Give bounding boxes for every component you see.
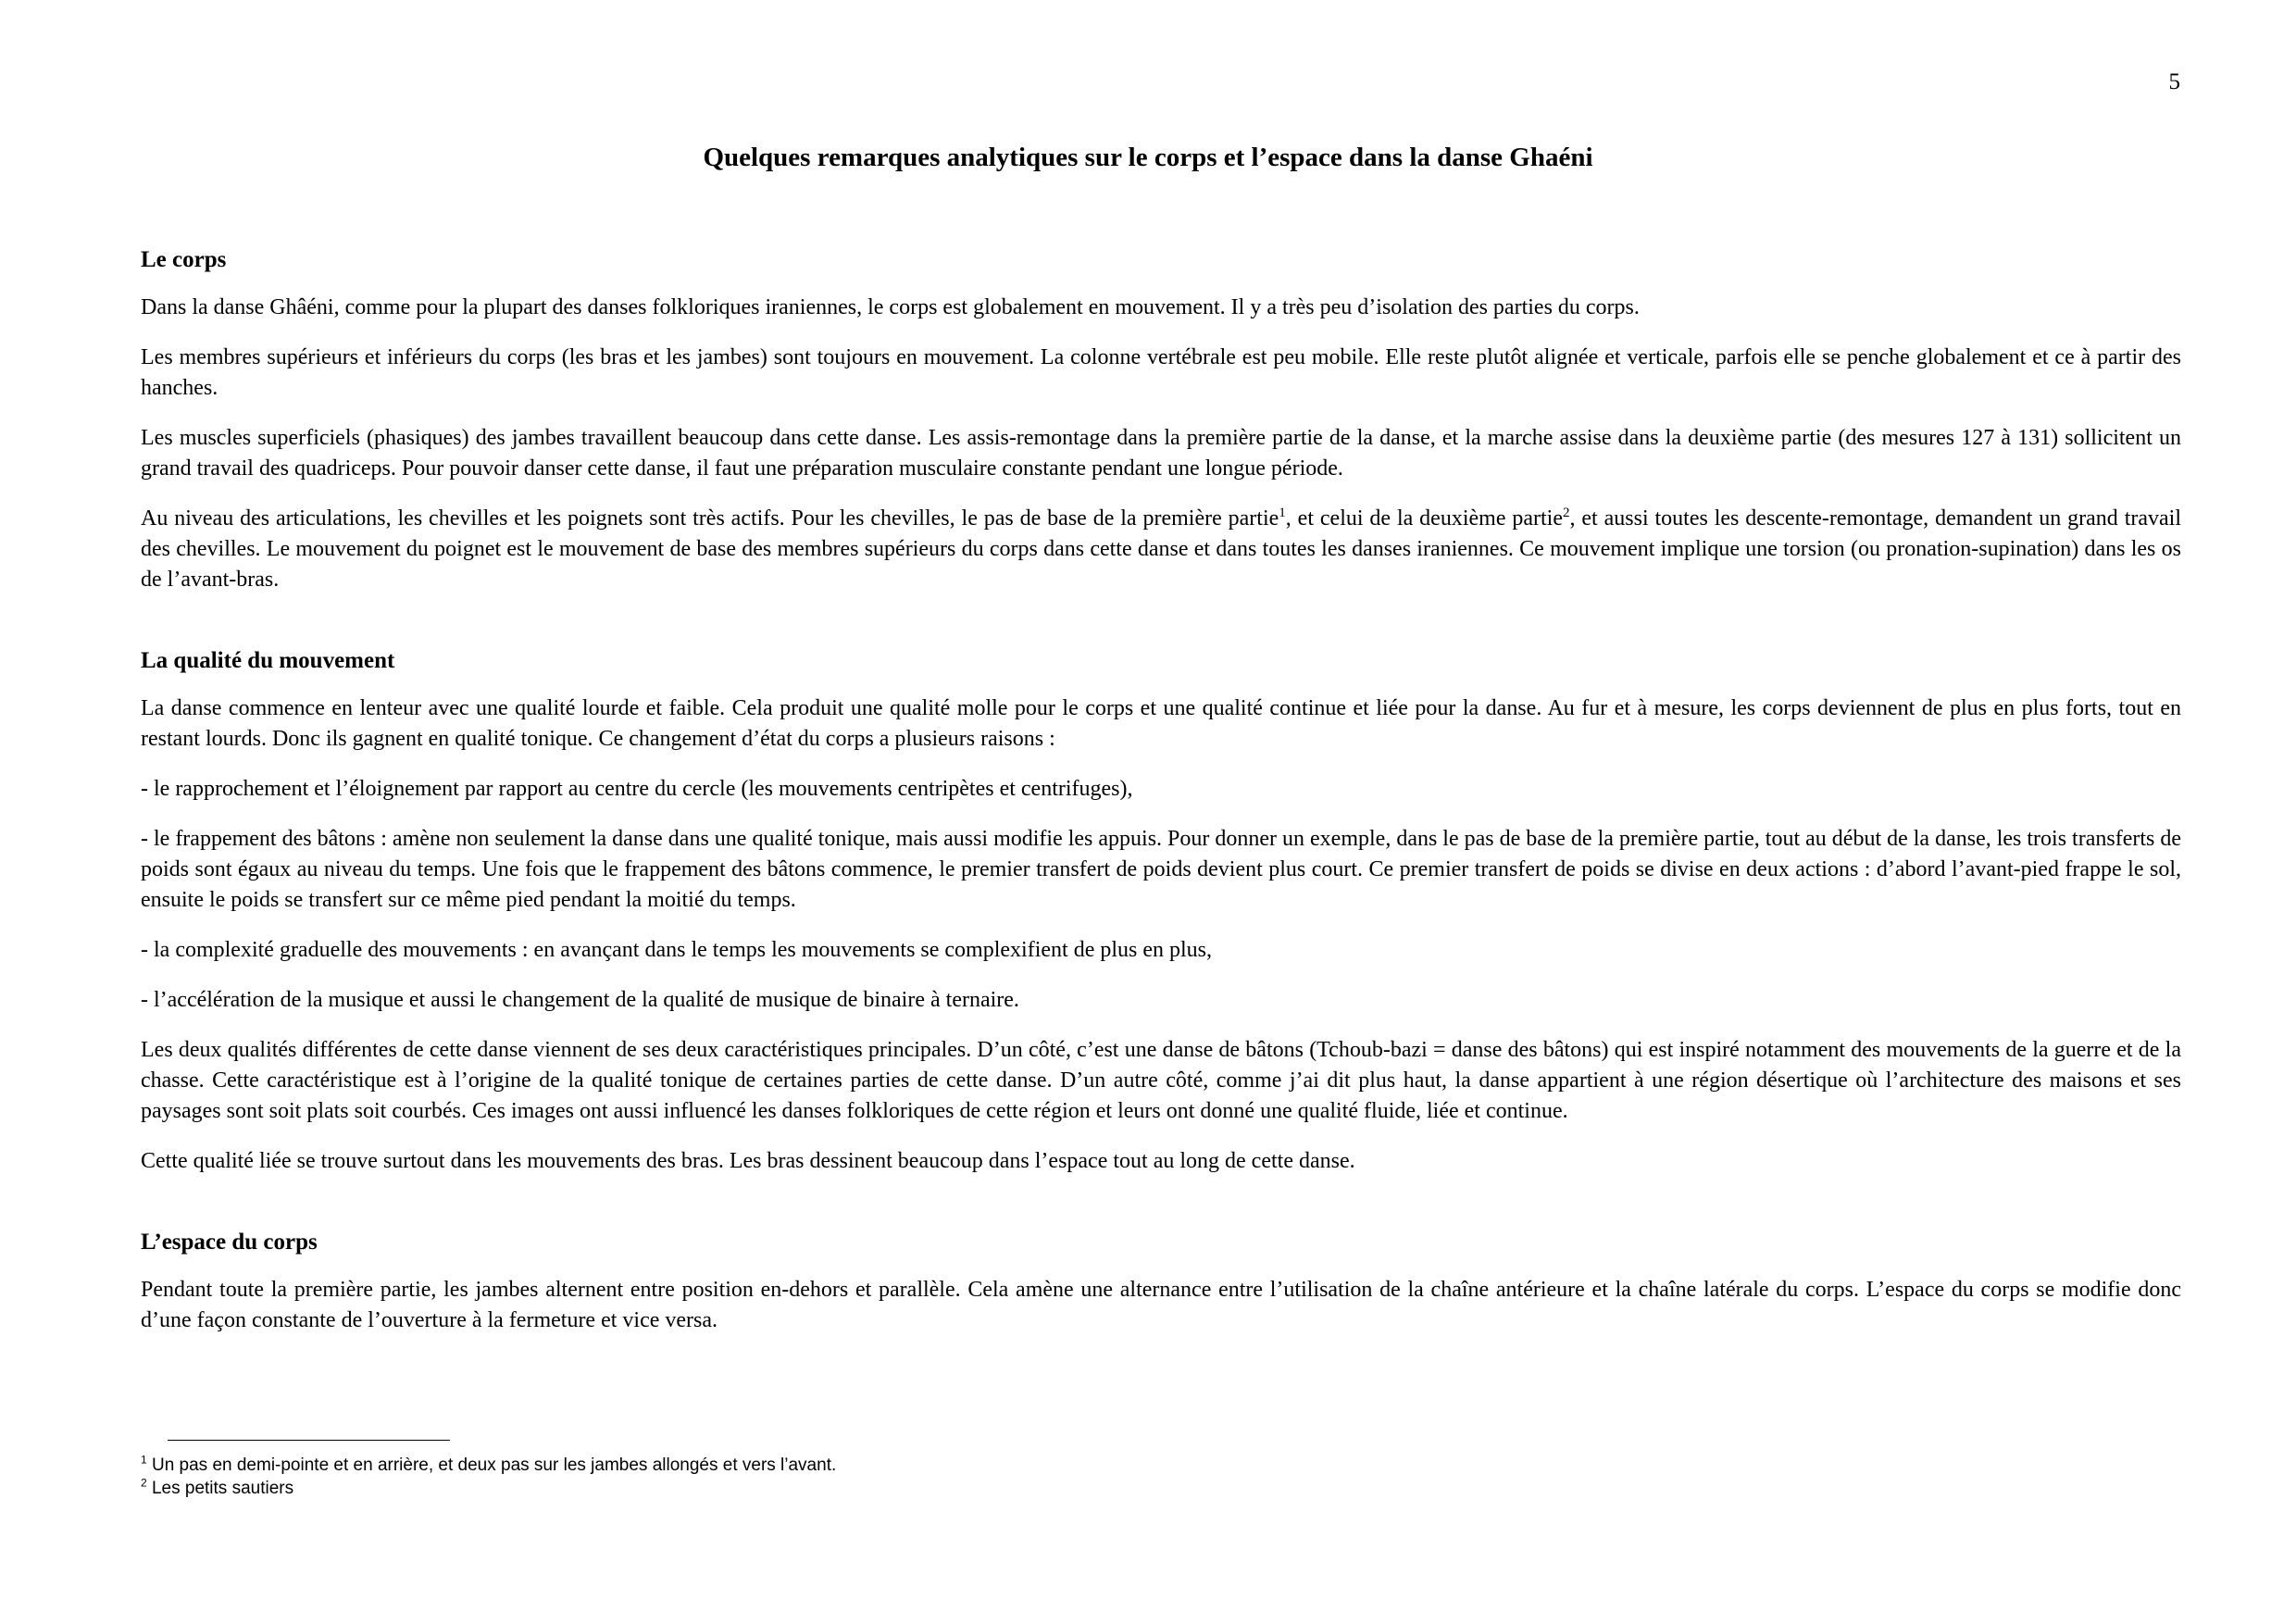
footnote-marker: 2: [141, 1476, 147, 1490]
paragraph: Dans la danse Ghâéni, comme pour la plupart des danses folkloriques iraniennes, le corps est globalement en mouvement. Il y a très peu d’isolation des parties du corps.: [141, 295, 1640, 319]
section-heading: L’espace du corps: [141, 1230, 318, 1255]
footnote-reference[interactable]: 2: [1563, 506, 1570, 520]
footnotes: [141, 1454, 1807, 1500]
section-le-corps: [141, 244, 2181, 595]
list-item: - le rapprochement et l’éloignement par rapport au centre du cercle (les mouvements centripètes et centrifuges),: [141, 777, 1133, 801]
paragraph: La danse commence en lenteur avec une qualité lourde et faible. Cela produit une qualité molle pour le corps et une qualité continue et liée pour la danse. Au fur et à mesure, les corps deviennent de plus en plus forts, tout en restant lourds. Donc ils gagnent en qualité tonique. Ce changement d’état du corps a plusieurs raisons :: [141, 696, 2181, 751]
section-heading: La qualité du mouvement: [141, 648, 395, 673]
paragraph-text: , et celui de la deuxième partie: [1285, 506, 1564, 531]
paragraph: Pendant toute la première partie, les jambes alternent entre position en-dehors et parallèle. Cela amène une alternance entre l’utilisation de la chaîne antérieure et la chaîne latérale du corps. L’espace du corps se modifie donc d’une façon constante de l’ouverture à la fermeture et vice versa.: [141, 1278, 2181, 1332]
section-espace-du-corps: [141, 1227, 2181, 1336]
section-qualite-du-mouvement: [141, 645, 2181, 1177]
paragraph-text: Au niveau des articulations, les chevilles et les poignets sont très actifs. Pour les chevilles, le pas de base de la première partie: [141, 506, 1279, 531]
list-item: - l’accélération de la musique et aussi le changement de la qualité de musique de binaire à ternaire.: [141, 988, 1019, 1012]
document-body: [141, 244, 2181, 1355]
footnote-separator: [168, 1440, 450, 1441]
footnote-text: Un pas en demi-pointe et en arrière, et deux pas sur les jambes allongés et vers l’avant.: [146, 1455, 837, 1475]
page-number: 5: [2168, 69, 2180, 94]
paragraph-with-footnote-refs: [141, 504, 2181, 595]
footnote: [141, 1454, 1807, 1477]
paragraph: Les membres supérieurs et inférieurs du corps (les bras et les jambes) sont toujours en mouvement. La colonne vertébrale est peu mobile. Elle reste plutôt alignée et verticale, parfois elle se penche globalement et ce à partir des hanches.: [141, 345, 2181, 400]
footnote-text: Les petits sautiers: [146, 1479, 294, 1498]
list-item: - la complexité graduelle des mouvements : en avançant dans le temps les mouvements se complexifient de plus en plus,: [141, 938, 1213, 962]
paragraph: Les muscles superficiels (phasiques) des jambes travaillent beaucoup dans cette danse. Les assis-remontage dans la première partie de la danse, et la marche assise dans la deuxième partie (des mesures 127 à 131) sollicitent un grand travail des quadriceps. Pour pouvoir danser cette danse, il faut une préparation musculaire constante pendant une longue période.: [141, 426, 2181, 481]
document-title: Quelques remarques analytiques sur le corps et l’espace dans la danse Ghaéni: [703, 143, 1593, 172]
footnote-reference[interactable]: 1: [1279, 506, 1286, 520]
paragraph-text: , et aussi toutes les descente-remontage, demandent un grand travail des chevilles. Le mouvement du poignet est le mouvement de base des membres supérieurs du corps dans cette danse et dans toutes les danses iraniennes. Ce mouvement implique une torsion (ou pronation-supination) dans les os de l’avant-bras.: [141, 506, 2181, 592]
footnote-marker: 1: [141, 1453, 147, 1467]
footnote: [141, 1477, 1807, 1500]
paragraph: Cette qualité liée se trouve surtout dans les mouvements des bras. Les bras dessinent beaucoup dans l’espace tout au long de cette danse.: [141, 1149, 1355, 1173]
paragraph: Les deux qualités différentes de cette danse viennent de ses deux caractéristiques principales. D’un côté, c’est une danse de bâtons (Tchoub-bazi = danse des bâtons) qui est inspiré notamment des mouvements de la guerre et de la chasse. Cette caractéristique est à l’origine de la qualité tonique de certaines parties de cette danse. D’un autre côté, comme j’ai dit plus haut, la danse appartient à une région désertique où l’architecture des maisons et ses paysages sont soit plats soit courbés. Ces images ont aussi influencé les danses folkloriques de cette région et leurs ont donné une qualité fluide, liée et continue.: [141, 1038, 2181, 1123]
section-heading: Le corps: [141, 247, 227, 272]
list-item: - le frappement des bâtons : amène non seulement la danse dans une qualité tonique, mais aussi modifie les appuis. Pour donner un exemple, dans le pas de base de la première partie, tout au début de la danse, les trois transferts de poids sont égaux au niveau du temps. Une fois que le frappement des bâtons commence, le premier transfert de poids devient plus court. Ce premier transfert de poids se divise en deux actions : d’abord l’avant-pied frappe le sol, ensuite le poids se transfert sur ce même pied pendant la moitié du temps.: [141, 827, 2182, 912]
